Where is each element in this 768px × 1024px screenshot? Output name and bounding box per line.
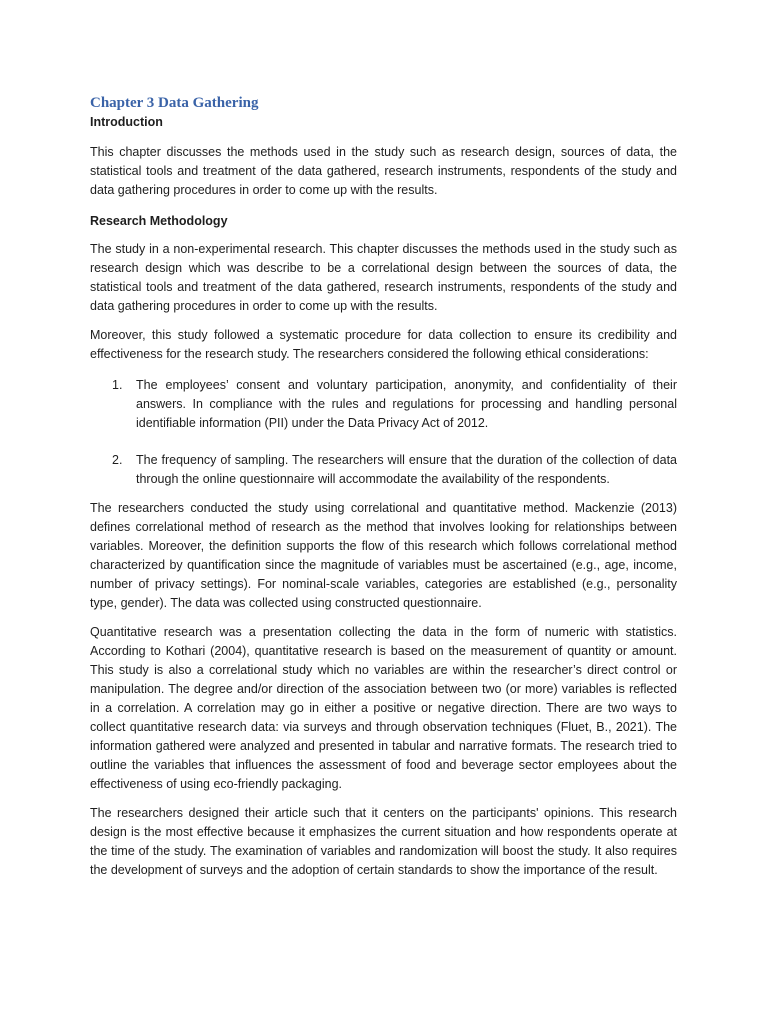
introduction-paragraph: This chapter discusses the methods used in the study such as research design, sources of data, the statistical tools and treatment of the data gathered, research instruments, respondents of the study and data gathering procedures in order to come up with the results. bbox=[90, 145, 677, 197]
list-item bbox=[90, 376, 677, 433]
research-methodology-heading: Research Methodology bbox=[90, 214, 228, 228]
document-page bbox=[90, 93, 677, 880]
introduction-heading: Introduction bbox=[90, 115, 163, 129]
methodology-paragraph-1: The study in a non-experimental research. This chapter discusses the methods used in the study such as research design which was describe to be a correlational design between the sources of data, the statistical tools and treatment of the data gathered, research instruments, respondents of the study and data gathering procedures in order to come up with the results. bbox=[90, 242, 677, 313]
methodology-paragraph-2: Moreover, this study followed a systematic procedure for data collection to ensure its credibility and effectiveness for the research study. The researchers considered the following ethical considerations: bbox=[90, 328, 677, 361]
list-item-text: The employees’ consent and voluntary participation, anonymity, and confidentiality of their answers. In compliance with the rules and regulations for processing and handling personal identifiable information (PII) under the Data Privacy Act of 2012. bbox=[136, 378, 677, 430]
list-item-number: 1. bbox=[112, 378, 123, 392]
list-item-number: 2. bbox=[112, 453, 123, 467]
body-paragraph-correlational: The researchers conducted the study using correlational and quantitative method. Mackenzie (2013) defines correlational method of research as the method that involves looking for relationships between variables. Moreover, the definition supports the flow of this research which follows correlational method characterized by quantification since the magnitude of variables must be ascertained (e.g., age, income, number of privacy settings). For nominal-scale variables, categories are established (e.g., personality type, gender). The data was collected using constructed questionnaire. bbox=[90, 501, 677, 610]
list-item bbox=[90, 451, 677, 489]
ethical-considerations-list bbox=[90, 376, 677, 489]
body-paragraph-quantitative: Quantitative research was a presentation collecting the data in the form of numeric with statistics. According to Kothari (2004), quantitative research is based on the measurement of quantity or amount. This study is also a correlational study which no variables are within the researcher’s direct control or manipulation. The degree and/or direction of the association between two (or more) variables is reflected in a correlation. A correlation may go in either a positive or negative direction. There are two ways to collect quantitative research data: via surveys and through observation techniques (Fluet, B., 2021). The information gathered were analyzed and presented in tabular and narrative formats. The research tried to outline the variables that influences the assessment of food and beverage sector employees about the effectiveness of using eco-friendly packaging. bbox=[90, 625, 677, 791]
body-paragraph-design: The researchers designed their article such that it centers on the participants' opinions. This research design is the most effective because it emphasizes the current situation and how respondents operate at the time of the study. The examination of variables and randomization will boost the study. It also requires the development of surveys and the adoption of certain standards to show the importance of the result. bbox=[90, 806, 677, 877]
chapter-title: Chapter 3 Data Gathering bbox=[90, 95, 259, 111]
list-item-text: The frequency of sampling. The researchers will ensure that the duration of the collection of data through the online questionnaire will accommodate the availability of the respondents. bbox=[136, 453, 677, 486]
